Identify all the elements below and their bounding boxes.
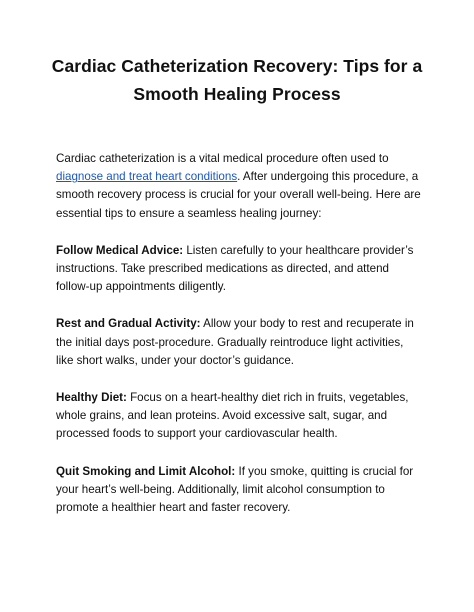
tip-text: Allow your body to rest and recuperate in the initial days post-procedure. Gradually reintroduce light activities, like short walks, under your doctor’s guidance. [56,317,414,367]
intro-paragraph [56,150,421,223]
page-title-line-1: Cardiac Catheterization Recovery: Tips for a [51,56,423,76]
tip-heading: Quit Smoking and Limit Alcohol: [56,464,236,478]
tip-text: Listen carefully to your healthcare provider’s instructions. Take prescribed medications as directed, and attend follow-up appointments diligently. [56,243,414,294]
page-title [40,52,434,108]
tip-paragraph-rest-activity [56,315,421,370]
tip-heading: Healthy Diet: [56,391,127,405]
diagnose-treat-link[interactable]: diagnose and treat heart conditions [56,170,238,184]
tip-paragraph-smoking-alcohol [56,463,421,518]
tip-heading: Follow Medical Advice: [56,243,184,257]
tip-paragraph-medical-advice [56,242,421,297]
intro-text-after-link: . After undergoing this procedure, a smooth recovery process is crucial for your overall well-being. Here are essential tips to ensure a seamless healing journey: [56,170,421,220]
tip-paragraph-healthy-diet [56,389,421,444]
tip-text: If you smoke, quitting is crucial for your heart’s well-being. Additionally, limit alcohol consumption to promote a healthier heart and faster recovery. [56,464,414,515]
intro-text-before-link: Cardiac catheterization is a vital medical procedure often used to [56,152,389,165]
tip-heading: Rest and Gradual Activity: [56,317,201,331]
document-body [56,150,421,536]
page-title-line-2: Smooth Healing Process [133,84,341,104]
tip-text: Focus on a heart-healthy diet rich in fruits, vegetables, whole grains, and lean proteins. Avoid excessive salt, sugar, and processed foods to support your cardiovascular health. [56,391,409,441]
